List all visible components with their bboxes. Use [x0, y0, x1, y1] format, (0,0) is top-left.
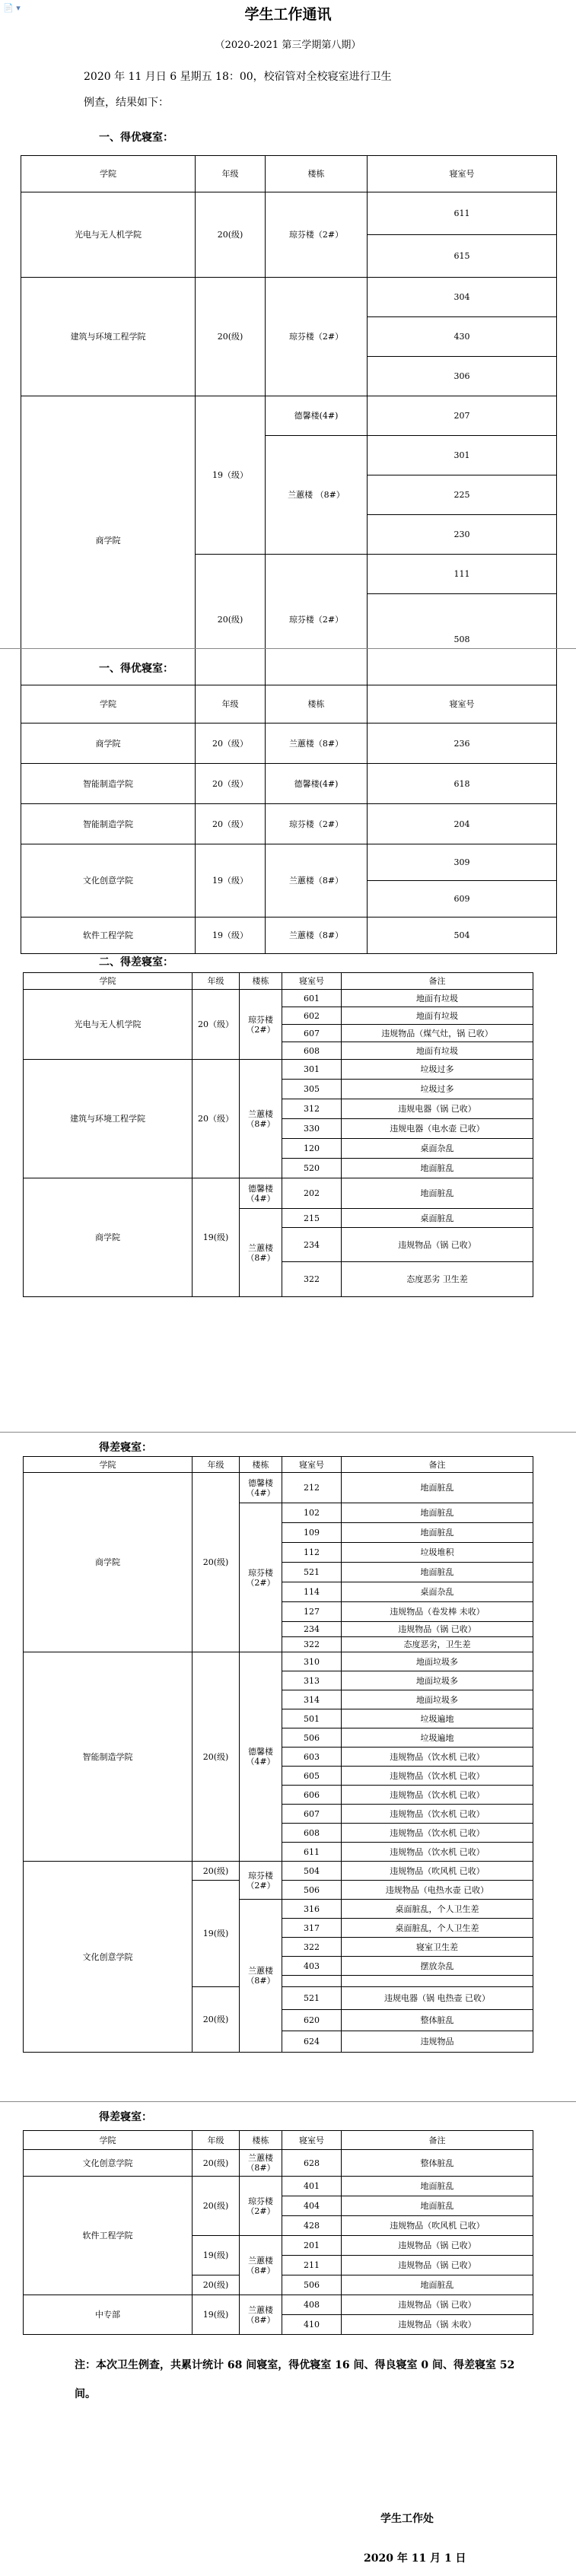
remark-cell: 垃圾过多	[342, 1060, 533, 1080]
remark-cell: 违规物品（吹风机 已收）	[342, 2216, 533, 2236]
college-cell: 软件工程学院	[24, 2177, 193, 2295]
section-divider	[0, 648, 576, 649]
signature-date: 2020 年 11 月 1 日	[364, 2552, 466, 2565]
remark-cell: 摆放杂乱	[342, 1957, 533, 1976]
room-cell: 606	[282, 1786, 342, 1805]
building-cell: 兰蕙楼（8#）	[240, 1900, 282, 2053]
grade-cell: 19(级)	[193, 1178, 240, 1297]
college-cell: 智能制造学院	[21, 764, 196, 804]
college-cell: 建筑与环境工程学院	[24, 1060, 193, 1178]
room-cell: 120	[282, 1139, 342, 1159]
room-cell: 322	[282, 1938, 342, 1957]
remark-cell: 违规物品（卷发棒 未收）	[342, 1602, 533, 1622]
remark-cell: 地面脏乱	[342, 2275, 533, 2295]
grade-cell: 19（级）	[196, 844, 266, 918]
column-header: 楼栋	[240, 1457, 282, 1473]
remark-cell: 违规物品（锅 已收）	[342, 2295, 533, 2315]
college-cell: 光电与无人机学院	[24, 990, 193, 1060]
grade-cell: 19（级）	[196, 396, 266, 555]
grade-cell: 20(级)	[193, 2275, 240, 2295]
room-cell: 322	[282, 1637, 342, 1652]
building-cell: 兰蕙楼 （8#）	[266, 436, 368, 555]
building-cell: 琼芬楼（2#）	[240, 1862, 282, 1900]
page-title: 学生工作通讯	[244, 6, 332, 23]
grade-cell: 20(级)	[196, 278, 266, 396]
grade-cell: 20(级)	[193, 2150, 240, 2177]
room-cell: 301	[368, 436, 557, 475]
poor-rooms-table-1	[23, 972, 533, 1297]
building-cell: 德馨楼（4#）	[240, 1473, 282, 1503]
room-cell: 618	[368, 764, 557, 804]
remark-cell	[342, 1976, 533, 1987]
remark-cell: 地面垃圾多	[342, 1671, 533, 1690]
college-cell: 建筑与环境工程学院	[21, 278, 196, 396]
building-cell: 琼芬楼（2#）	[266, 804, 368, 844]
room-cell: 312	[282, 1099, 342, 1119]
issue-subtitle: （2020-2021 第三学期第八期）	[215, 40, 361, 51]
room-cell: 620	[282, 2010, 342, 2031]
room-cell: 225	[368, 475, 557, 515]
remark-cell: 地面脏乱	[342, 2177, 533, 2196]
intro-paragraph: 2020 年 11 月日 6 星期五 18：00，校宿管对全校寝室进行卫生	[84, 71, 392, 83]
room-cell: 301	[282, 1060, 342, 1080]
remark-cell: 地面有垃圾	[342, 1007, 533, 1025]
room-cell: 520	[282, 1159, 342, 1178]
room-cell: 408	[282, 2295, 342, 2315]
column-header: 楼栋	[240, 2131, 282, 2150]
room-cell: 305	[282, 1080, 342, 1099]
grade-cell: 20(级)	[193, 2177, 240, 2236]
room-cell: 112	[282, 1543, 342, 1563]
room-cell: 114	[282, 1582, 342, 1602]
remark-cell: 违规物品（饮水机 已收）	[342, 1767, 533, 1786]
column-header: 寝室号	[368, 685, 557, 724]
room-cell: 234	[282, 1228, 342, 1262]
column-header: 学院	[24, 2131, 193, 2150]
remark-cell: 违规物品（锅 已收）	[342, 2236, 533, 2256]
remark-cell: 违规物品（煤气灶，锅 已收）	[342, 1025, 533, 1042]
section-heading: 一、得优寝室：	[99, 132, 173, 144]
room-cell: 111	[368, 555, 557, 594]
room-cell: 611	[282, 1843, 342, 1862]
room-cell: 410	[282, 2315, 342, 2335]
room-cell: 204	[368, 804, 557, 844]
remark-cell: 违规物品（饮水机 已收）	[342, 1786, 533, 1805]
remark-cell: 违规物品（锅 未收）	[342, 2315, 533, 2335]
column-header: 学院	[21, 156, 196, 192]
column-header: 学院	[24, 973, 193, 990]
room-cell: 501	[282, 1709, 342, 1728]
column-header: 寝室号	[282, 2131, 342, 2150]
remark-cell: 态度恶劣，卫生差	[342, 1637, 533, 1652]
room-cell: 403	[282, 1957, 342, 1976]
remark-cell: 违规电器（锅 已收）	[342, 1099, 533, 1119]
room-cell: 309	[368, 844, 557, 881]
grade-cell: 20(级)	[193, 1652, 240, 1862]
room-cell: 521	[282, 1563, 342, 1582]
room-cell: 234	[282, 1622, 342, 1637]
remark-cell: 整体脏乱	[342, 2150, 533, 2177]
building-cell: 德馨楼（4#）	[240, 1652, 282, 1862]
column-header: 寝室号	[282, 1457, 342, 1473]
grade-cell: 20（级）	[196, 804, 266, 844]
remark-cell: 地面垃圾多	[342, 1690, 533, 1709]
remark-cell: 地面有垃圾	[342, 1042, 533, 1060]
college-cell: 文化创意学院	[24, 2150, 193, 2177]
room-cell: 611	[368, 192, 557, 235]
column-header: 寝室号	[368, 156, 557, 192]
room-cell: 202	[282, 1178, 342, 1209]
building-cell: 琼芬楼（2#）	[266, 278, 368, 396]
remark-cell: 地面垃圾多	[342, 1652, 533, 1671]
excellent-rooms-table-1	[21, 155, 557, 685]
grade-cell: 19(级)	[193, 2295, 240, 2335]
remark-cell: 违规物品	[342, 2031, 533, 2053]
room-cell: 230	[368, 515, 557, 555]
remark-cell: 违规物品（饮水机 已收）	[342, 1805, 533, 1824]
remark-cell: 地面脏乱	[342, 1159, 533, 1178]
remark-cell: 违规物品（吹风机 已收）	[342, 1862, 533, 1881]
building-cell: 德馨楼（4#）	[240, 1178, 282, 1209]
remark-cell: 违规物品（锅 已收）	[342, 2256, 533, 2275]
room-cell: 607	[282, 1025, 342, 1042]
room-cell: 317	[282, 1919, 342, 1938]
remark-cell: 地面脏乱	[342, 1503, 533, 1523]
grade-cell: 20(级)	[193, 1862, 240, 1881]
room-cell: 605	[282, 1767, 342, 1786]
room-cell: 310	[282, 1652, 342, 1671]
intro-paragraph-continued: 例查，结果如下：	[84, 97, 169, 109]
remark-cell: 地面脏乱	[342, 1473, 533, 1503]
grade-cell: 20（级）	[196, 764, 266, 804]
room-cell: 602	[282, 1007, 342, 1025]
room-cell	[282, 1976, 342, 1987]
column-header: 备注	[342, 973, 533, 990]
college-cell: 智能制造学院	[21, 804, 196, 844]
poor-rooms-table-2	[23, 1456, 533, 2053]
room-cell: 304	[368, 278, 557, 317]
room-cell: 127	[282, 1602, 342, 1622]
college-cell: 光电与无人机学院	[21, 192, 196, 278]
room-cell: 211	[282, 2256, 342, 2275]
room-cell: 102	[282, 1503, 342, 1523]
room-cell: 608	[282, 1042, 342, 1060]
room-cell: 603	[282, 1748, 342, 1767]
room-cell: 504	[368, 918, 557, 954]
remark-cell: 地面有垃圾	[342, 990, 533, 1007]
remark-cell: 态度恶劣 卫生差	[342, 1262, 533, 1297]
grade-cell: 20(级)	[193, 1987, 240, 2053]
room-cell: 430	[368, 317, 557, 357]
college-cell: 商学院	[24, 1473, 193, 1652]
remark-cell: 桌面杂乱	[342, 1582, 533, 1602]
section-heading: 得差寝室：	[99, 1442, 152, 1454]
room-cell: 609	[368, 881, 557, 918]
remark-cell: 桌面脏乱	[342, 1209, 533, 1228]
building-cell: 琼芬楼（2#）	[266, 192, 368, 278]
room-cell: 236	[368, 724, 557, 764]
building-cell: 琼芬楼（2#）	[240, 1503, 282, 1652]
remark-cell: 违规物品（饮水机 已收）	[342, 1824, 533, 1843]
column-header: 年级	[196, 156, 266, 192]
college-cell: 文化创意学院	[21, 844, 196, 918]
summary-note: 注：本次卫生例查，共累计统计 68 间寝室，得优寝室 16 间、得良寝室 0 间、得差寝室 52 间。	[75, 2359, 515, 2400]
room-cell: 628	[282, 2150, 342, 2177]
grade-cell: 19(级)	[193, 2236, 240, 2275]
building-cell: 兰蕙楼（8#）	[240, 2150, 282, 2177]
building-cell: 兰蕙楼（8#）	[266, 844, 368, 918]
room-cell: 313	[282, 1671, 342, 1690]
column-header: 年级	[193, 2131, 240, 2150]
building-cell: 兰蕙楼（8#）	[266, 918, 368, 954]
college-cell: 智能制造学院	[24, 1652, 193, 1862]
building-cell: 琼芬楼（2#）	[240, 2177, 282, 2236]
column-header: 楼栋	[240, 973, 282, 990]
room-cell: 306	[368, 357, 557, 396]
section-heading: 一、得优寝室：	[99, 663, 173, 675]
room-cell: 506	[282, 1728, 342, 1748]
poor-rooms-table-3	[23, 2130, 533, 2335]
remark-cell: 违规物品（电热水壶 已收）	[342, 1881, 533, 1900]
room-cell: 404	[282, 2196, 342, 2216]
remark-cell: 地面脏乱	[342, 1178, 533, 1209]
grade-cell: 20(级)	[196, 192, 266, 278]
excellent-rooms-table-2	[21, 685, 557, 954]
grade-cell: 19（级）	[196, 918, 266, 954]
building-cell: 兰蕙楼（8#）	[240, 2295, 282, 2335]
room-cell: 608	[282, 1824, 342, 1843]
room-cell: 207	[368, 396, 557, 436]
remark-cell: 地面脏乱	[342, 1523, 533, 1543]
section-heading: 得差寝室：	[99, 2111, 152, 2123]
college-cell: 商学院	[21, 724, 196, 764]
room-cell: 607	[282, 1805, 342, 1824]
remark-cell: 整体脏乱	[342, 2010, 533, 2031]
building-cell: 兰蕙楼（8#）	[240, 1209, 282, 1297]
column-header: 学院	[21, 685, 196, 724]
remark-cell: 违规物品（锅 已收）	[342, 1622, 533, 1637]
room-cell: 504	[282, 1862, 342, 1881]
signature-department: 学生工作处	[380, 2513, 434, 2525]
remark-cell: 桌面脏乱，个人卫生差	[342, 1900, 533, 1919]
room-cell: 401	[282, 2177, 342, 2196]
grade-cell: 20(级)	[193, 1473, 240, 1652]
building-cell: 琼芬楼（2#）	[240, 990, 282, 1060]
room-cell: 615	[368, 235, 557, 278]
room-cell: 624	[282, 2031, 342, 2053]
room-cell: 521	[282, 1987, 342, 2010]
column-header: 楼栋	[266, 685, 368, 724]
college-cell: 商学院	[24, 1178, 193, 1297]
remark-cell: 桌面脏乱，个人卫生差	[342, 1919, 533, 1938]
remark-cell: 寝室卫生差	[342, 1938, 533, 1957]
room-cell: 506	[282, 2275, 342, 2295]
room-cell: 508	[368, 594, 557, 685]
college-cell: 软件工程学院	[21, 918, 196, 954]
grade-cell: 19(级)	[193, 1881, 240, 1987]
remark-cell: 地面脏乱	[342, 1563, 533, 1582]
college-cell: 中专部	[24, 2295, 193, 2335]
building-cell: 琼芬楼（2#）	[266, 555, 368, 685]
column-header: 备注	[342, 1457, 533, 1473]
grade-cell: 20(级)	[196, 555, 266, 685]
remark-cell: 垃圾堆积	[342, 1543, 533, 1563]
room-cell: 316	[282, 1900, 342, 1919]
document-icon[interactable]: 📄 ▾	[3, 3, 21, 13]
room-cell: 109	[282, 1523, 342, 1543]
building-cell: 兰蕙楼（8#）	[240, 1060, 282, 1178]
building-cell: 兰蕙楼（8#）	[266, 724, 368, 764]
college-cell: 商学院	[21, 396, 196, 685]
remark-cell: 垃圾过多	[342, 1080, 533, 1099]
column-header: 备注	[342, 2131, 533, 2150]
remark-cell: 违规电器（锅 电热壶 已收）	[342, 1987, 533, 2010]
room-cell: 212	[282, 1473, 342, 1503]
remark-cell: 违规物品（饮水机 已收）	[342, 1843, 533, 1862]
column-header: 楼栋	[266, 156, 368, 192]
section-heading: 二、得差寝室：	[99, 956, 173, 968]
section-divider	[0, 1432, 576, 1433]
remark-cell: 违规物品（锅 已收）	[342, 1228, 533, 1262]
grade-cell: 20（级）	[193, 1060, 240, 1178]
room-cell: 506	[282, 1881, 342, 1900]
room-cell: 322	[282, 1262, 342, 1297]
remark-cell: 垃圾遍地	[342, 1709, 533, 1728]
building-cell: 德馨楼(4#)	[266, 396, 368, 436]
building-cell: 德馨楼(4#)	[266, 764, 368, 804]
grade-cell: 20（级）	[193, 990, 240, 1060]
college-cell: 文化创意学院	[24, 1862, 193, 2053]
column-header: 年级	[196, 685, 266, 724]
room-cell: 314	[282, 1690, 342, 1709]
room-cell: 601	[282, 990, 342, 1007]
room-cell: 330	[282, 1119, 342, 1139]
remark-cell: 垃圾遍地	[342, 1728, 533, 1748]
building-cell: 兰蕙楼（8#）	[240, 2236, 282, 2295]
remark-cell: 违规物品（饮水机 已收）	[342, 1748, 533, 1767]
column-header: 寝室号	[282, 973, 342, 990]
room-cell: 201	[282, 2236, 342, 2256]
column-header: 年级	[193, 973, 240, 990]
room-cell: 428	[282, 2216, 342, 2236]
room-cell: 215	[282, 1209, 342, 1228]
remark-cell: 地面脏乱	[342, 2196, 533, 2216]
column-header: 年级	[193, 1457, 240, 1473]
remark-cell: 桌面杂乱	[342, 1139, 533, 1159]
grade-cell: 20（级）	[196, 724, 266, 764]
section-divider	[0, 2101, 576, 2102]
remark-cell: 违规电器（电水壶 已收）	[342, 1119, 533, 1139]
column-header: 学院	[24, 1457, 193, 1473]
